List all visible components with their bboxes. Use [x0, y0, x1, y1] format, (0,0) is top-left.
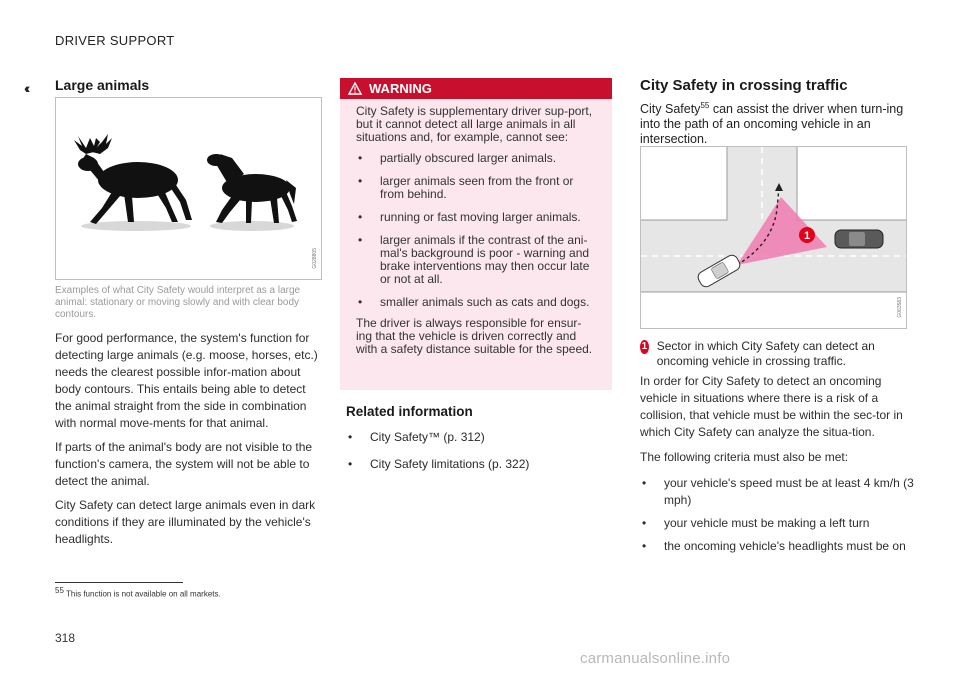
section-header: DRIVER SUPPORT	[55, 33, 175, 48]
figure-legend	[640, 339, 912, 369]
horse-shadow	[210, 221, 294, 231]
moose-horse-illustration	[56, 98, 321, 279]
paragraph: For good performance, the system's function for detecting large animals (e.g. moose, horses, etc.) needs the clearest possible infor-mation about body contours. This entails being able to detect the animal straight from the side in combination with normal move-ments for that animal.	[55, 331, 318, 430]
moose-silhouette	[74, 134, 192, 224]
double-chevron-left-icon[interactable]: ‹‹	[24, 80, 28, 96]
figure-caption: Examples of what City Safety would interpret as a large animal: stationary or moving slowly and with clear body contours.	[55, 285, 301, 320]
large-animals-body	[55, 330, 320, 548]
watermark: carmanualsonline.info	[580, 650, 731, 667]
large-animals-figure	[55, 97, 322, 280]
horse-silhouette	[207, 154, 297, 223]
criteria-list	[640, 475, 914, 555]
crossing-traffic-body	[640, 373, 914, 565]
warning-outro: The driver is always responsible for ensur-ing that the vehicle is driven correctly and with a safety distance suitable for the speed.	[356, 316, 593, 356]
crossing-traffic-heading: City Safety in crossing traffic	[640, 77, 848, 94]
warning-list	[356, 152, 596, 309]
legend-text: Sector in which City Safety can detect an oncoming vehicle in crossing traffic.	[656, 339, 875, 368]
list-item: • your vehicle's speed must be at least 4 km/h (3 mph)	[640, 475, 914, 509]
list-item: • smaller animals such as cats and dogs.	[356, 296, 596, 309]
related-links	[346, 429, 606, 483]
footnote-ref[interactable]: 55	[700, 101, 710, 110]
paragraph: If parts of the animal's body are not visible to the function's camera, the system will not be able to detect the animal.	[55, 440, 313, 488]
intersection-diagram	[641, 147, 906, 328]
warning-triangle-icon	[348, 82, 362, 95]
page-number: 318	[55, 631, 76, 645]
related-information-heading: Related information	[346, 404, 473, 419]
figure-code: G063583	[897, 297, 903, 318]
oncoming-vehicle	[835, 230, 883, 248]
figure-code: G028805	[312, 248, 318, 269]
list-item: • larger animals seen from the front or from behind.	[356, 175, 596, 201]
paragraph: In order for City Safety to detect an oncoming vehicle in situations where there is a risk of a collision, that vehicle must be within the sec-tor in which City Safety can analyze the situa-tion.	[640, 374, 903, 439]
crossing-traffic-intro: City Safety$^{55}$ can assist the driver when turn-ing into the path of an oncoming vehicle in an intersection.	[640, 101, 904, 147]
paragraph: The following criteria must also be met:	[640, 450, 849, 464]
footnote-divider	[55, 582, 183, 583]
related-link-city-safety[interactable]: • City Safety™ (p. 312)	[346, 429, 606, 446]
warning-header	[340, 78, 612, 99]
list-item: • the oncoming vehicle's headlights must be on	[640, 538, 914, 555]
moose-shadow	[81, 221, 191, 231]
list-item: • partially obscured larger animals.	[356, 152, 596, 165]
legend-number-badge: 1	[641, 341, 648, 352]
list-item: • your vehicle must be making a left turn	[640, 515, 914, 532]
paragraph: City Safety can detect large animals even in dark conditions if they are illuminated by the vehicle's headlights.	[55, 498, 316, 546]
warning-intro: City Safety is supplementary driver sup-port, but it cannot detect all large animals in all situations and, for example, cannot see:	[356, 104, 593, 144]
warning-box	[340, 78, 612, 390]
list-item: • larger animals if the contrast of the ani-mal's background is poor - warning and brake interventions may then occur late or not at all.	[356, 234, 596, 286]
related-link-limitations[interactable]: • City Safety limitations (p. 322)	[346, 456, 606, 473]
large-animals-heading: Large animals	[55, 77, 150, 93]
footnote-number: 55	[55, 586, 64, 595]
crossing-traffic-figure	[640, 146, 907, 329]
warning-title: WARNING	[369, 81, 432, 96]
footnote-text: This function is not available on all markets.	[65, 589, 221, 599]
list-item: • running or fast moving larger animals.	[356, 211, 596, 224]
footnote	[55, 586, 221, 599]
warning-body	[340, 99, 612, 356]
sector-marker-number: 1	[803, 230, 811, 242]
